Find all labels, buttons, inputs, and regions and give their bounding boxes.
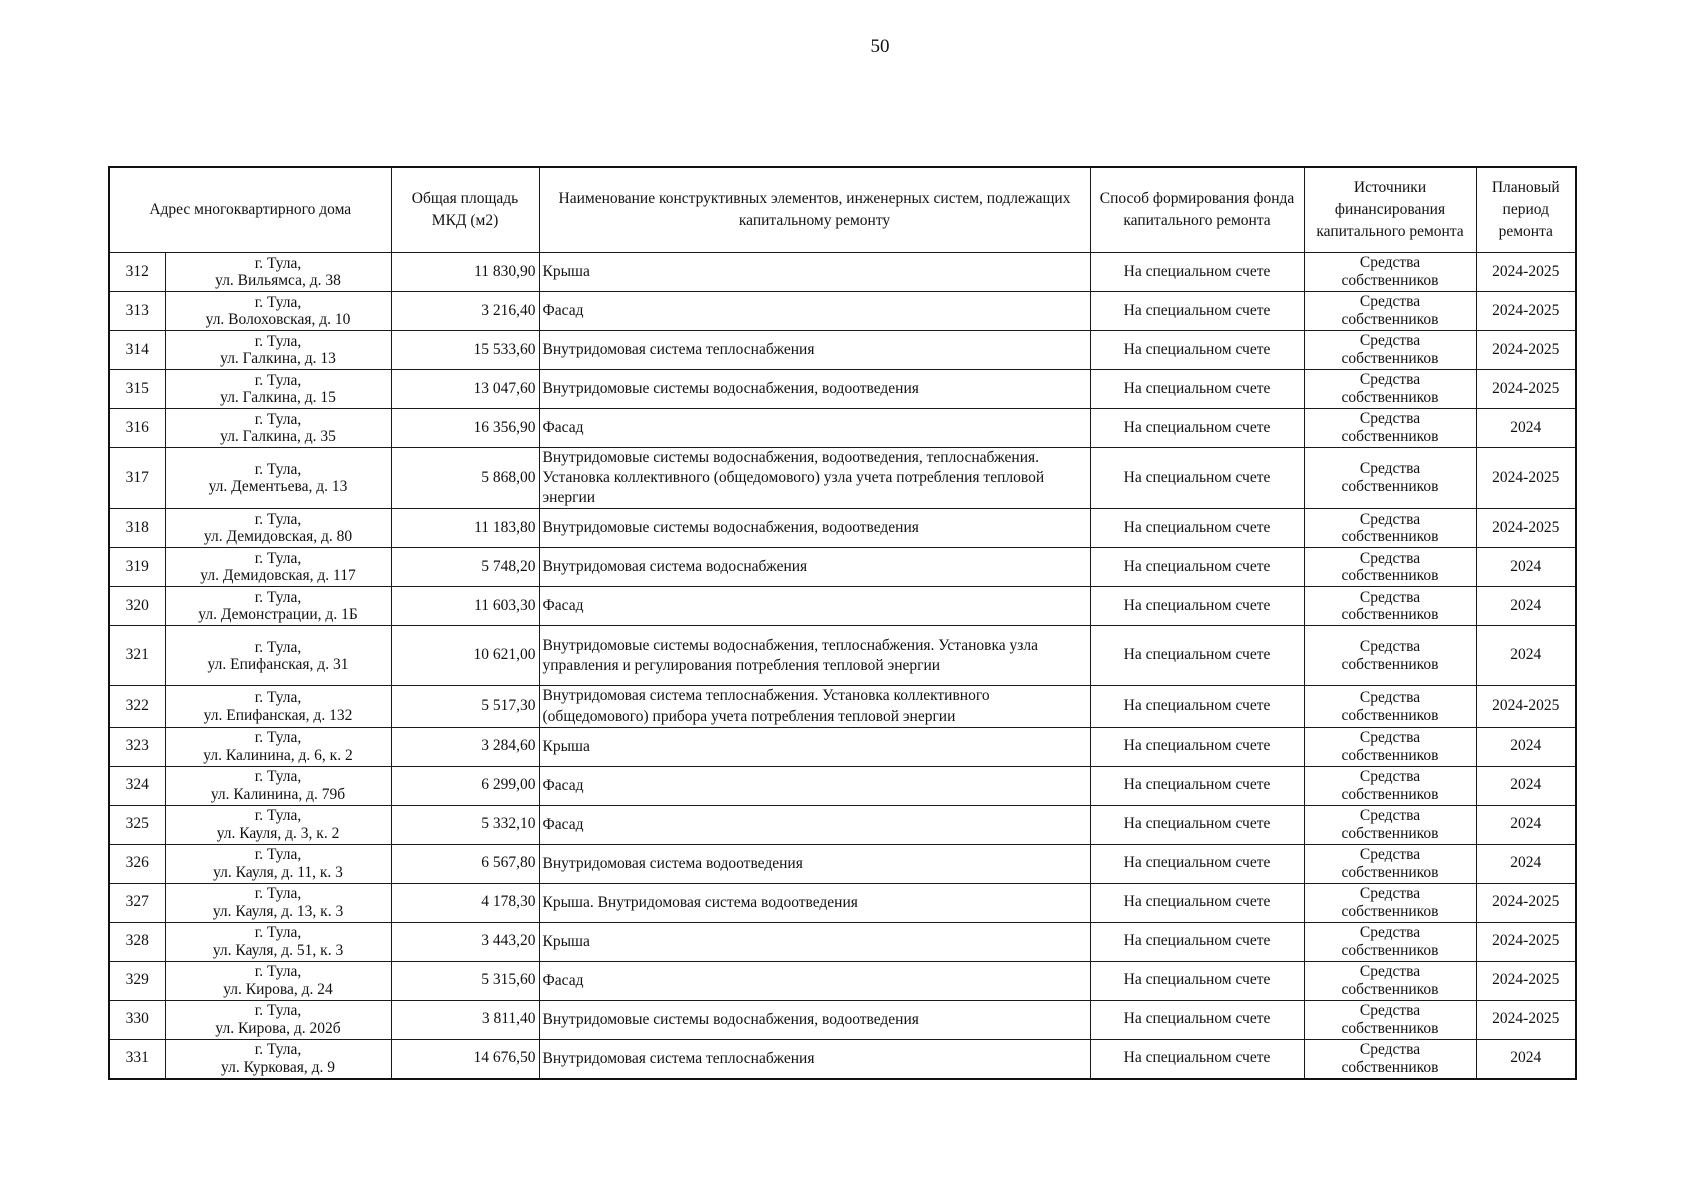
row-address (165, 331, 391, 370)
source-line-2: собственников (1341, 528, 1439, 546)
row-number: 320 (109, 587, 165, 626)
row-elements: Фасад (539, 961, 1090, 1000)
source-line-1: Средства (1359, 1001, 1421, 1019)
source-line-2: собственников (1341, 902, 1439, 920)
row-source (1304, 805, 1476, 844)
row-method: На специальном счете (1090, 448, 1304, 509)
row-address (165, 961, 391, 1000)
address-street: ул. Галкина, д. 13 (220, 350, 336, 367)
address-street: ул. Кауля, д. 51, к. 3 (212, 941, 344, 959)
row-period: 2024 (1476, 409, 1576, 448)
row-number: 319 (109, 548, 165, 587)
source-line-2: собственников (1341, 478, 1439, 496)
table-header-row (109, 167, 1576, 253)
row-source (1304, 686, 1476, 727)
row-source (1304, 727, 1476, 766)
source-line-1: Средства (1359, 1040, 1421, 1058)
row-number: 318 (109, 509, 165, 548)
source-line-1: Средства (1359, 923, 1421, 941)
row-period: 2024 (1476, 727, 1576, 766)
row-area: 5 868,00 (391, 448, 539, 509)
source-line-1: Средства (1359, 410, 1421, 428)
source-line-2: собственников (1341, 785, 1439, 803)
row-number: 321 (109, 626, 165, 686)
row-area: 10 621,00 (391, 626, 539, 686)
row-elements: Фасад (539, 805, 1090, 844)
row-number: 322 (109, 686, 165, 727)
row-address (165, 883, 391, 922)
address-street: ул. Демидовская, д. 117 (200, 567, 356, 585)
source-line-2: собственников (1341, 980, 1439, 998)
row-elements: Фасад (539, 766, 1090, 805)
address-city: г. Тула, (254, 550, 302, 568)
address-street: ул. Калинина, д. 79б (210, 785, 346, 803)
row-number: 313 (109, 292, 165, 331)
table-row (109, 883, 1576, 922)
source-line-1: Средства (1359, 728, 1421, 746)
row-source (1304, 587, 1476, 626)
row-elements: Фасад (539, 587, 1090, 626)
row-method: На специальном счете (1090, 727, 1304, 766)
source-line-2: собственников (1341, 311, 1439, 328)
address-street: ул. Кауля, д. 11, к. 3 (213, 863, 343, 881)
header-address: Адрес многоквартирного дома (109, 167, 391, 253)
source-line-1: Средства (1359, 332, 1421, 350)
row-source (1304, 253, 1476, 292)
address-city: г. Тула, (254, 963, 302, 981)
row-method: На специальном счете (1090, 331, 1304, 370)
source-line-2: собственников (1341, 655, 1439, 673)
source-line-2: собственников (1341, 350, 1439, 367)
row-period: 2024 (1476, 805, 1576, 844)
source-line-2: собственников (1341, 1058, 1439, 1076)
row-area: 4 178,30 (391, 883, 539, 922)
address-street: ул. Калинина, д. 6, к. 2 (203, 746, 353, 764)
address-street: ул. Кауля, д. 3, к. 2 (216, 824, 340, 842)
source-line-2: собственников (1341, 941, 1439, 959)
source-line-2: собственников (1341, 746, 1439, 764)
table-row (109, 448, 1576, 509)
row-area: 16 356,90 (391, 409, 539, 448)
row-elements: Внутридомовые системы водоснабжения, водоотведения (539, 509, 1090, 548)
table-row (109, 1039, 1576, 1079)
table-row (109, 292, 1576, 331)
row-elements: Внутридомовые системы водоснабжения, водоотведения, теплоснабжения. Установка коллективного (общедомового) узла учета потребления тепловой энергии (539, 448, 1090, 509)
address-city: г. Тула, (254, 332, 302, 350)
row-area: 11 830,90 (391, 253, 539, 292)
row-elements: Крыша (539, 727, 1090, 766)
row-period: 2024-2025 (1476, 883, 1576, 922)
row-address (165, 370, 391, 409)
table-row (109, 844, 1576, 883)
row-area: 11 603,30 (391, 587, 539, 626)
source-line-1: Средства (1359, 884, 1421, 902)
row-method: На специальном счете (1090, 805, 1304, 844)
row-number: 331 (109, 1039, 165, 1079)
row-period: 2024 (1476, 844, 1576, 883)
address-city: г. Тула, (254, 1002, 302, 1020)
source-line-1: Средства (1359, 549, 1421, 567)
table-row (109, 370, 1576, 409)
row-method: На специальном счете (1090, 686, 1304, 727)
source-line-1: Средства (1359, 962, 1421, 980)
row-address (165, 922, 391, 961)
row-number: 329 (109, 961, 165, 1000)
row-period: 2024-2025 (1476, 686, 1576, 727)
address-city: г. Тула, (254, 371, 302, 389)
address-street: ул. Кауля, д. 13, к. 3 (212, 902, 344, 920)
address-street: ул. Дементьева, д. 13 (208, 478, 348, 496)
row-number: 317 (109, 448, 165, 509)
row-address (165, 805, 391, 844)
row-method: На специальном счете (1090, 292, 1304, 331)
row-method: На специальном счете (1090, 883, 1304, 922)
source-line-1: Средства (1359, 293, 1421, 311)
address-street: ул. Курковая, д. 9 (221, 1058, 335, 1076)
table-row (109, 1000, 1576, 1039)
row-address (165, 587, 391, 626)
row-elements: Фасад (539, 409, 1090, 448)
row-area: 15 533,60 (391, 331, 539, 370)
address-city: г. Тула, (254, 254, 302, 272)
row-elements: Крыша (539, 253, 1090, 292)
header-elements: Наименование конструктивных элементов, инженерных систем, подлежащих капитальному ремонту (539, 167, 1090, 253)
row-source (1304, 409, 1476, 448)
row-source (1304, 509, 1476, 548)
row-address (165, 1039, 391, 1079)
table-row (109, 961, 1576, 1000)
source-line-1: Средства (1359, 688, 1421, 706)
row-address (165, 448, 391, 509)
address-street: ул. Кирова, д. 202б (215, 1019, 341, 1037)
row-period: 2024-2025 (1476, 370, 1576, 409)
row-source (1304, 883, 1476, 922)
row-period: 2024 (1476, 766, 1576, 805)
row-area: 13 047,60 (391, 370, 539, 409)
page-number: 50 (870, 36, 890, 57)
source-line-1: Средства (1359, 254, 1421, 272)
source-line-2: собственников (1341, 567, 1439, 585)
header-source: Источники финансирования капитального ремонта (1304, 167, 1476, 253)
source-line-2: собственников (1341, 606, 1439, 624)
row-method: На специальном счете (1090, 961, 1304, 1000)
row-elements: Крыша (539, 922, 1090, 961)
row-method: На специальном счете (1090, 509, 1304, 548)
row-address (165, 1000, 391, 1039)
row-method: На специальном счете (1090, 253, 1304, 292)
row-area: 5 748,20 (391, 548, 539, 587)
row-elements: Внутридомовая система водоснабжения (539, 548, 1090, 587)
row-period: 2024-2025 (1476, 961, 1576, 1000)
row-elements: Внутридомовые системы водоснабжения, водоотведения (539, 370, 1090, 409)
table-row (109, 686, 1576, 727)
table-row (109, 922, 1576, 961)
row-method: На специальном счете (1090, 370, 1304, 409)
row-area: 14 676,50 (391, 1039, 539, 1079)
address-city: г. Тула, (254, 511, 302, 529)
row-method: На специальном счете (1090, 409, 1304, 448)
row-source (1304, 292, 1476, 331)
row-number: 324 (109, 766, 165, 805)
header-method: Способ формирования фонда капитального ремонта (1090, 167, 1304, 253)
row-source (1304, 370, 1476, 409)
row-period: 2024-2025 (1476, 448, 1576, 509)
row-elements: Внутридомовая система теплоснабжения (539, 1039, 1090, 1079)
row-period: 2024 (1476, 587, 1576, 626)
row-period: 2024-2025 (1476, 253, 1576, 292)
source-line-2: собственников (1341, 706, 1439, 724)
row-area: 3 216,40 (391, 292, 539, 331)
row-number: 323 (109, 727, 165, 766)
row-area: 3 443,20 (391, 922, 539, 961)
header-area: Общая площадь МКД (м2) (391, 167, 539, 253)
row-source (1304, 961, 1476, 1000)
source-line-2: собственников (1341, 272, 1439, 289)
row-method: На специальном счете (1090, 922, 1304, 961)
row-address (165, 686, 391, 727)
source-line-1: Средства (1359, 845, 1421, 863)
address-street: ул. Епифанская, д. 31 (207, 655, 349, 673)
row-area: 3 284,60 (391, 727, 539, 766)
table-row (109, 727, 1576, 766)
row-number: 325 (109, 805, 165, 844)
row-source (1304, 626, 1476, 686)
row-address (165, 626, 391, 686)
table-row (109, 548, 1576, 587)
row-address (165, 292, 391, 331)
row-number: 312 (109, 253, 165, 292)
row-number: 315 (109, 370, 165, 409)
row-elements: Внутридомовая система теплоснабжения (539, 331, 1090, 370)
source-line-2: собственников (1341, 389, 1439, 406)
row-area: 11 183,80 (391, 509, 539, 548)
address-city: г. Тула, (254, 768, 302, 786)
row-period: 2024 (1476, 548, 1576, 587)
source-line-1: Средства (1359, 371, 1421, 389)
address-city: г. Тула, (254, 846, 302, 864)
source-line-2: собственников (1341, 1019, 1439, 1037)
row-period: 2024-2025 (1476, 922, 1576, 961)
row-number: 314 (109, 331, 165, 370)
row-period: 2024 (1476, 1039, 1576, 1079)
source-line-1: Средства (1359, 638, 1421, 656)
row-source (1304, 1000, 1476, 1039)
table-row (109, 587, 1576, 626)
address-street: ул. Демонстрации, д. 1Б (198, 606, 358, 624)
address-street: ул. Вильямса, д. 38 (215, 272, 341, 289)
table-row (109, 409, 1576, 448)
row-area: 5 332,10 (391, 805, 539, 844)
address-street: ул. Галкина, д. 35 (220, 428, 336, 445)
row-address (165, 509, 391, 548)
row-method: На специальном счете (1090, 1039, 1304, 1079)
row-source (1304, 548, 1476, 587)
row-number: 330 (109, 1000, 165, 1039)
row-elements: Внутридомовые системы водоснабжения, теплоснабжения. Установка узла управления и регулирования потребления тепловой энергии (539, 626, 1090, 686)
row-period: 2024-2025 (1476, 331, 1576, 370)
source-line-2: собственников (1341, 428, 1439, 445)
address-city: г. Тула, (254, 638, 302, 656)
address-city: г. Тула, (254, 689, 302, 707)
row-method: На специальном счете (1090, 844, 1304, 883)
row-address (165, 548, 391, 587)
row-source (1304, 1039, 1476, 1079)
row-method: На специальном счете (1090, 1000, 1304, 1039)
row-period: 2024-2025 (1476, 292, 1576, 331)
row-source (1304, 766, 1476, 805)
row-number: 327 (109, 883, 165, 922)
table-row (109, 331, 1576, 370)
row-period: 2024-2025 (1476, 509, 1576, 548)
table-row (109, 766, 1576, 805)
row-method: На специальном счете (1090, 587, 1304, 626)
address-street: ул. Демидовская, д. 80 (203, 528, 353, 546)
source-line-1: Средства (1359, 806, 1421, 824)
address-city: г. Тула, (254, 924, 302, 942)
address-city: г. Тула, (254, 293, 302, 311)
row-number: 328 (109, 922, 165, 961)
table-row (109, 509, 1576, 548)
row-address (165, 409, 391, 448)
row-address (165, 844, 391, 883)
address-street: ул. Епифанская, д. 132 (203, 706, 353, 724)
address-street: ул. Галкина, д. 15 (220, 389, 336, 406)
source-line-1: Средства (1359, 460, 1421, 478)
row-number: 316 (109, 409, 165, 448)
address-city: г. Тула, (254, 807, 302, 825)
row-address (165, 727, 391, 766)
row-number: 326 (109, 844, 165, 883)
row-elements: Внутридомовая система теплоснабжения. Установка коллективного (общедомового) прибора учета потребления тепловой энергии (539, 686, 1090, 727)
address-city: г. Тула, (254, 885, 302, 903)
row-method: На специальном счете (1090, 548, 1304, 587)
row-elements: Фасад (539, 292, 1090, 331)
row-area: 5 315,60 (391, 961, 539, 1000)
address-city: г. Тула, (254, 589, 302, 607)
row-method: На специальном счете (1090, 766, 1304, 805)
source-line-2: собственников (1341, 824, 1439, 842)
row-method: На специальном счете (1090, 626, 1304, 686)
table-row (109, 626, 1576, 686)
source-line-2: собственников (1341, 863, 1439, 881)
address-street: ул. Волоховская, д. 10 (205, 311, 351, 328)
source-line-1: Средства (1359, 588, 1421, 606)
row-period: 2024-2025 (1476, 1000, 1576, 1039)
row-area: 5 517,30 (391, 686, 539, 727)
address-city: г. Тула, (254, 410, 302, 428)
source-line-1: Средства (1359, 510, 1421, 528)
row-source (1304, 844, 1476, 883)
table-row (109, 805, 1576, 844)
row-source (1304, 331, 1476, 370)
row-period: 2024 (1476, 626, 1576, 686)
table-row (109, 253, 1576, 292)
row-area: 6 567,80 (391, 844, 539, 883)
address-city: г. Тула, (254, 460, 302, 478)
row-area: 3 811,40 (391, 1000, 539, 1039)
row-elements: Внутридомовые системы водоснабжения, водоотведения (539, 1000, 1090, 1039)
source-line-1: Средства (1359, 767, 1421, 785)
row-source (1304, 922, 1476, 961)
row-elements: Внутридомовая система водоотведения (539, 844, 1090, 883)
row-address (165, 766, 391, 805)
repair-registry-table (108, 166, 1577, 1080)
address-city: г. Тула, (254, 1041, 302, 1059)
header-period: Плановый период ремонта (1476, 167, 1576, 253)
address-street: ул. Кирова, д. 24 (223, 980, 333, 998)
row-source (1304, 448, 1476, 509)
row-elements: Крыша. Внутридомовая система водоотведения (539, 883, 1090, 922)
address-city: г. Тула, (254, 729, 302, 747)
table-body (109, 253, 1576, 1079)
row-area: 6 299,00 (391, 766, 539, 805)
row-address (165, 253, 391, 292)
